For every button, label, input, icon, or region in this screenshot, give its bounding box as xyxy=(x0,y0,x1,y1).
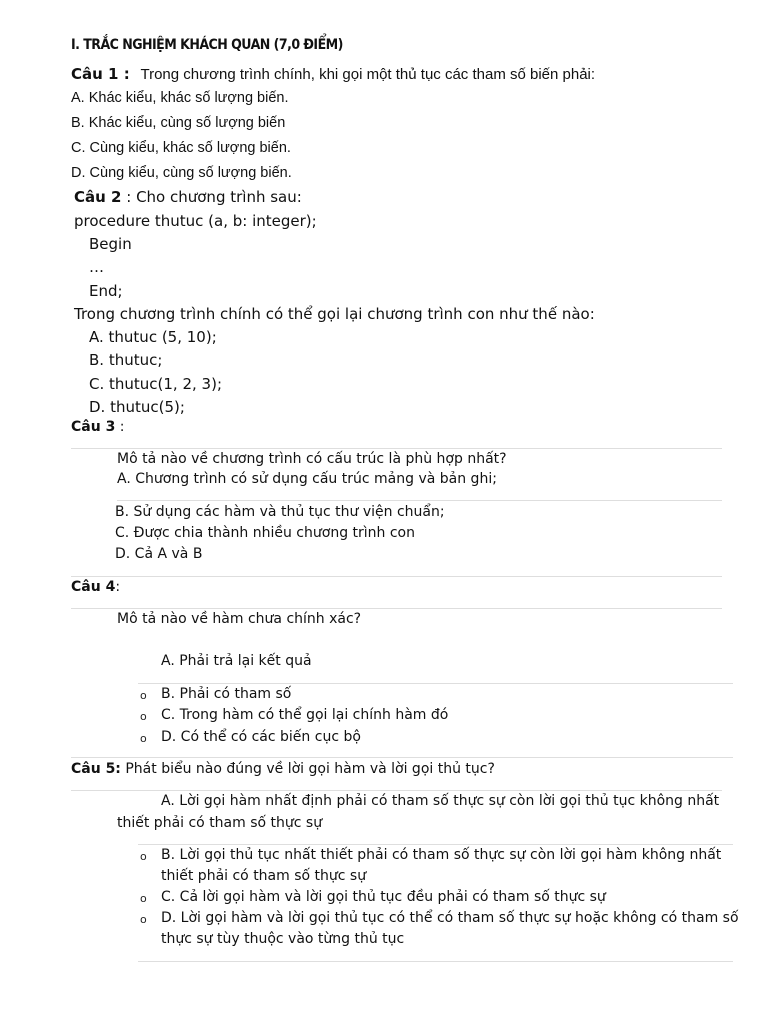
question-1-option-c: C. Cùng kiểu, khác số lượng biến. xyxy=(71,140,291,156)
question-4-question: Mô tả nào về hàm chưa chính xác? xyxy=(117,611,362,627)
code-line-ellipsis: … xyxy=(89,258,104,276)
question-3-question: Mô tả nào về chương trình có cấu trúc là phù hợp nhất? xyxy=(117,451,507,467)
question-4-option-c: C. Trong hàm có thể gọi lại chính hàm đó xyxy=(161,707,449,723)
code-line-begin: Begin xyxy=(89,235,132,253)
divider xyxy=(117,500,722,501)
bullet-icon: o xyxy=(140,710,147,723)
question-4-option-b: B. Phải có tham số xyxy=(161,686,292,702)
question-3-option-a: A. Chương trình có sử dụng cấu trúc mảng và bản ghi; xyxy=(117,471,497,487)
question-5-option-b-line-1: B. Lời gọi thủ tục nhất thiết phải có tham số thực sự còn lời gọi hàm không nhất xyxy=(161,847,722,863)
question-5 xyxy=(71,761,495,777)
question-3-option-c: C. Được chia thành nhiều chương trình con xyxy=(115,525,415,541)
bullet-icon: o xyxy=(140,732,147,745)
question-4 xyxy=(71,579,120,595)
question-2-option-a: A. thutuc (5, 10); xyxy=(89,328,217,346)
question-3-option-b: B. Sử dụng các hàm và thủ tục thư viện chuẩn; xyxy=(115,504,445,520)
bullet-icon: o xyxy=(140,892,147,905)
question-5-label: Câu 5: xyxy=(71,761,121,777)
question-1-option-a: A. Khác kiểu, khác số lượng biến. xyxy=(71,90,289,106)
code-line-procedure: procedure thutuc (a, b: integer); xyxy=(74,212,317,230)
divider xyxy=(138,961,733,962)
question-5-option-b-line-2: thiết phải có tham số thực sự xyxy=(161,868,367,884)
question-4-option-d: D. Có thể có các biến cục bộ xyxy=(161,729,361,745)
question-4-option-a: A. Phải trả lại kết quả xyxy=(161,653,312,669)
question-5-option-a-line-1: A. Lời gọi hàm nhất định phải có tham số thực sự còn lời gọi thủ tục không nhất xyxy=(161,793,720,809)
question-1-text: Trong chương trình chính, khi gọi một thủ tục các tham số biến phải: xyxy=(140,66,596,83)
bullet-icon: o xyxy=(140,850,147,863)
question-1-label: Câu 1 : xyxy=(71,65,130,83)
bullet-icon: o xyxy=(140,913,147,926)
question-3-option-d: D. Cả A và B xyxy=(115,546,203,562)
question-2-option-b: B. thutuc; xyxy=(89,351,163,369)
divider xyxy=(71,757,733,758)
question-1-option-d: D. Cùng kiểu, cùng số lượng biến. xyxy=(71,165,292,181)
section-title: I. TRẮC NGHIỆM KHÁCH QUAN (7,0 ĐIỂM) xyxy=(71,37,343,53)
question-2-label: Câu 2 xyxy=(74,188,122,206)
code-line-end: End; xyxy=(89,282,123,300)
question-5-option-a-line-2: thiết phải có tham số thực sự xyxy=(117,815,323,831)
bullet-icon: o xyxy=(140,689,147,702)
question-1-option-b: B. Khác kiểu, cùng số lượng biến xyxy=(71,115,286,131)
question-2-question: Trong chương trình chính có thể gọi lại chương trình con như thế nào: xyxy=(74,305,595,323)
question-5-option-d-line-2: thực sự tùy thuộc vào từng thủ tục xyxy=(161,931,405,947)
divider xyxy=(71,576,722,577)
question-1 xyxy=(71,65,595,83)
question-4-label: Câu 4 xyxy=(71,579,116,595)
question-3-suffix: : xyxy=(119,419,125,435)
question-2 xyxy=(74,188,302,206)
question-2-text: : Cho chương trình sau: xyxy=(126,188,302,206)
divider xyxy=(71,448,722,449)
question-3 xyxy=(71,419,124,435)
divider xyxy=(71,608,722,609)
question-5-text: Phát biểu nào đúng về lời gọi hàm và lời gọi thủ tục? xyxy=(125,761,495,777)
question-2-option-d: D. thutuc(5); xyxy=(89,398,185,416)
divider xyxy=(71,790,722,791)
question-3-label: Câu 3 xyxy=(71,419,116,435)
divider xyxy=(138,844,733,845)
divider xyxy=(138,683,733,684)
question-2-option-c: C. thutuc(1, 2, 3); xyxy=(89,375,223,393)
question-5-option-d-line-1: D. Lời gọi hàm và lời gọi thủ tục có thể có tham số thực sự hoặc không có tham số xyxy=(161,910,739,926)
question-5-option-c: C. Cả lời gọi hàm và lời gọi thủ tục đều phải có tham số thực sự xyxy=(161,889,606,905)
question-4-suffix: : xyxy=(115,579,121,595)
